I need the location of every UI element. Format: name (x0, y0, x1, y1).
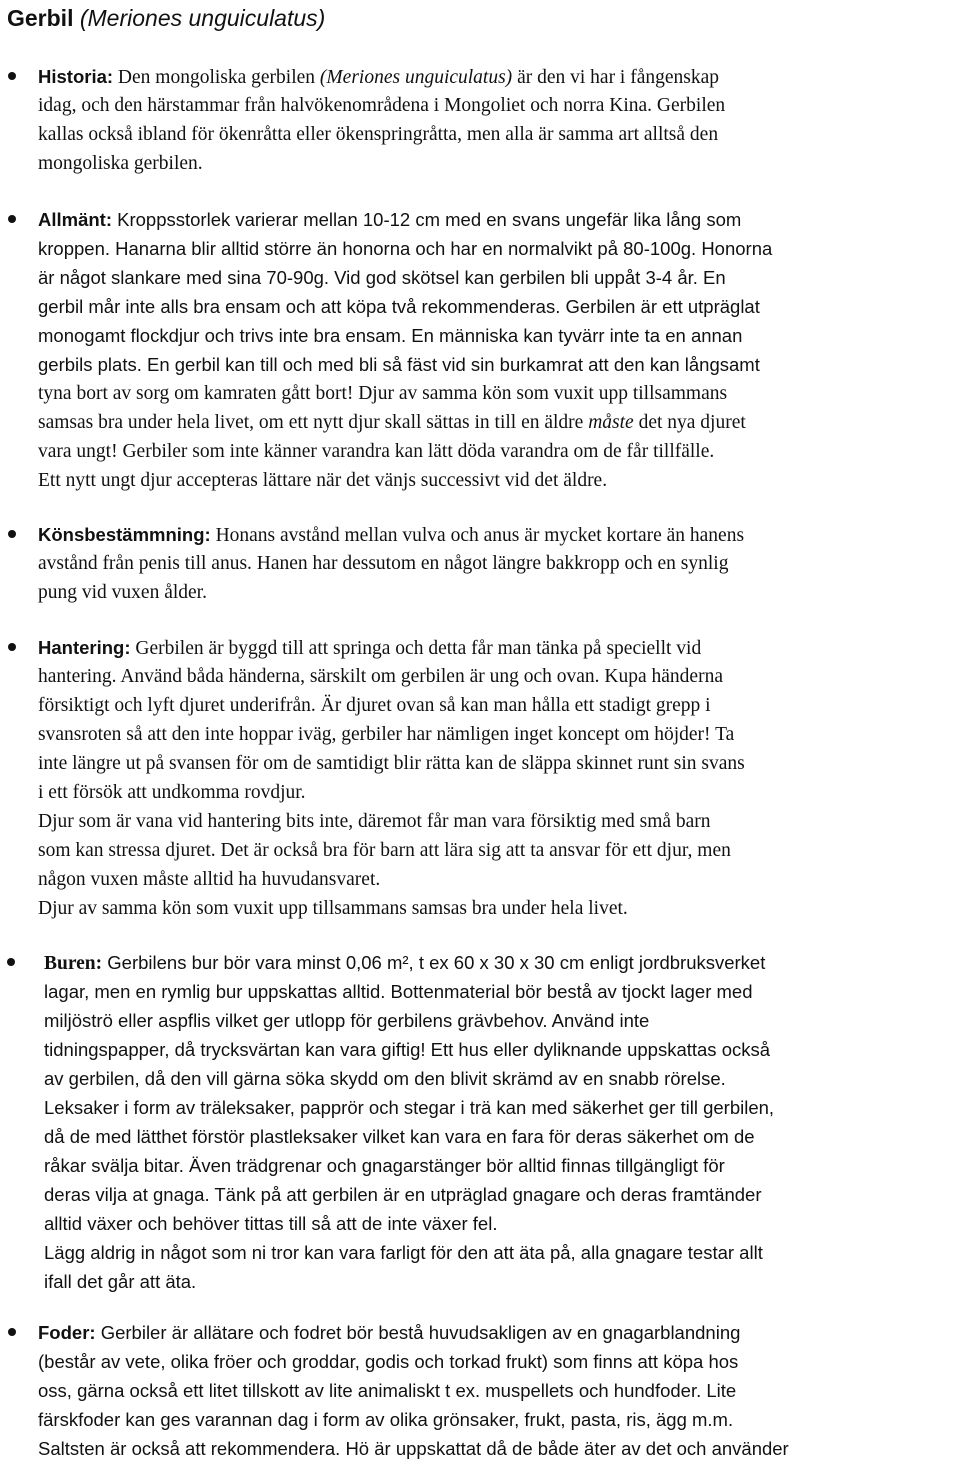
text-line: hantering. Använd båda händerna, särskilt om gerbilen är ung och ovan. Kupa händerna (38, 666, 723, 687)
text-line: deras vilja at gnaga. Tänk på att gerbilen är en utpräglad gnagare och deras framtänder (44, 1184, 762, 1205)
section-label-foder: Foder: (38, 1322, 96, 1343)
text-line: Buren: Gerbilens bur bör vara minst 0,06 m², t ex 60 x 30 x 30 cm enligt jordbruksverket (44, 952, 766, 974)
text-line: Ett nytt ungt djur accepteras lättare när det vänjs successivt vid det äldre. (38, 470, 608, 491)
text-line: avstånd från penis till anus. Hanen har dessutom en något längre bakkropp och en synlig (38, 553, 729, 574)
bullet-icon (8, 1328, 16, 1336)
text-line: inte längre ut på svansen för om de samtidigt blir rätta kan de släppa skinnet runt sin svans (38, 753, 745, 774)
text-line: ifall det går att äta. (44, 1271, 197, 1292)
text-line: kallas också ibland för ökenråtta eller ökenspringråtta, men alla är samma art alltså den (38, 124, 719, 145)
text-line: som kan stressa djuret. Det är också bra för barn att lära sig att ta ansvar för ett djur, men (38, 840, 731, 861)
text-line: någon vuxen måste alltid ha huvudansvaret. (38, 869, 381, 890)
text-line: i ett försök att undkomma rovdjur. (38, 782, 306, 803)
section-label-konsbestamning: Könsbestämmning: (38, 524, 211, 545)
text-line: (består av vete, olika fröer och groddar, godis och torkad frukt) som finns att köpa hos (38, 1351, 739, 1372)
section-label-historia: Historia: (38, 66, 114, 87)
text-line: Allmänt: Kroppsstorlek varierar mellan 10-12 cm med en svans ungefär lika lång som (38, 209, 742, 230)
bullet-icon (8, 215, 16, 223)
text-line: Saltsten är också att rekommendera. Hö är uppskattat då de både äter av det och använder (38, 1438, 789, 1459)
text-line: Leksaker i form av träleksaker, papprör och stegar i trä kan med säkerhet ger till gerbilen, (44, 1097, 775, 1118)
title-main: Gerbil (7, 5, 74, 31)
text-line: gerbils plats. En gerbil kan till och med bli så fäst vid sin burkamrat att den kan långsamt (38, 354, 760, 375)
text-line: alltid växer och behöver tittas till så att de inte växer fel. (44, 1213, 498, 1234)
text-line: svansroten så att den inte hoppar iväg, gerbiler har nämligen inget koncept om höjder! Ta (38, 724, 735, 745)
text-line: Lägg aldrig in något som ni tror kan vara farligt för den att äta på, alla gnagare testar allt (44, 1242, 763, 1263)
section-label-buren: Buren: (44, 953, 103, 974)
text-line: Djur som är vana vid hantering bits inte, däremot får man vara försiktig med små barn (38, 811, 711, 832)
bullet-icon (7, 958, 15, 966)
text-line: Könsbestämmning: Honans avstånd mellan vulva och anus är mycket kortare än hanens (38, 524, 745, 546)
text-line: tyna bort av sorg om kamraten gått bort! Djur av samma kön som vuxit upp tillsammans (38, 383, 728, 404)
text-line: vara ungt! Gerbiler som inte känner varandra kan lätt döda varandra om de får tillfälle. (38, 441, 715, 462)
text-line: Djur av samma kön som vuxit upp tillsammans samsas bra under hela livet. (38, 898, 628, 919)
title-scientific-name: (Meriones unguiculatus) (79, 5, 326, 31)
text-line: av gerbilen, då den vill gärna söka skydd om den blivit skrämd av en snabb rörelse. (44, 1068, 726, 1089)
text-line: kroppen. Hanarna blir alltid större än honorna och har en normalvikt på 80-100g. Honorna (38, 238, 773, 259)
page-title (7, 3, 325, 33)
text-line: Foder: Gerbiler är allätare och fodret bör bestå huvudsakligen av en gnagarblandning (38, 1322, 741, 1343)
text-line: samsas bra under hela livet, om ett nytt djur skall sättas in till en äldre måste det nya djuret (38, 412, 746, 433)
text-line: tidningspapper, då trycksvärtan kan vara giftig! Ett hus eller dyliknande uppskattas också (44, 1039, 771, 1060)
section-label-hantering: Hantering: (38, 637, 131, 658)
text-line: monogamt flockdjur och trivs inte bra ensam. En människa kan tyvärr inte ta en annan (38, 325, 743, 346)
text-line: färskfoder kan ges varannan dag i form av olika grönsaker, frukt, pasta, ris, ägg m.m. (38, 1409, 734, 1430)
bullet-icon (8, 530, 16, 538)
text-line: råkar svälja bitar. Även trädgrenar och gnagarstänger bör alltid finnas tillgängligt för (44, 1155, 725, 1176)
text-line: då de med lätthet förstör plastleksaker vilket kan vara en fara för deras säkerhet om de (44, 1126, 755, 1147)
text-line: är något slankare med sina 70-90g. Vid god skötsel kan gerbilen bli uppåt 3-4 år. En (38, 267, 726, 288)
text-line: miljöströ eller aspflis vilket ger utlopp för gerbilens grävbehov. Använd inte (44, 1010, 650, 1031)
text-line: gerbil mår inte alls bra ensam och att köpa två rekommenderas. Gerbilen är ett utpräglat (38, 296, 760, 317)
text-line: idag, och den härstammar från halvökenområdena i Mongoliet och norra Kina. Gerbilen (38, 95, 726, 116)
text-line: Hantering: Gerbilen är byggd till att springa och detta får man tänka på speciellt vid (38, 637, 702, 659)
text-line: Historia: Den mongoliska gerbilen (Meriones unguiculatus) är den vi har i fångenskap (38, 66, 720, 88)
text-line: lagar, men en rymlig bur uppskattas alltid. Bottenmaterial bör bestå av tjockt lager med (44, 981, 753, 1002)
text-line: försiktigt och lyft djuret underifrån. Är djuret ovan så kan man hålla ett stadigt grepp i (38, 695, 711, 716)
text-line: mongoliska gerbilen. (38, 153, 203, 174)
section-label-allmant: Allmänt: (38, 209, 112, 230)
bullet-icon (8, 643, 16, 651)
text-line: pung vid vuxen ålder. (38, 582, 207, 603)
bullet-icon (8, 72, 16, 80)
text-line: oss, gärna också ett litet tillskott av lite animaliskt t ex. muspellets och hundfoder. Lite (38, 1380, 737, 1401)
